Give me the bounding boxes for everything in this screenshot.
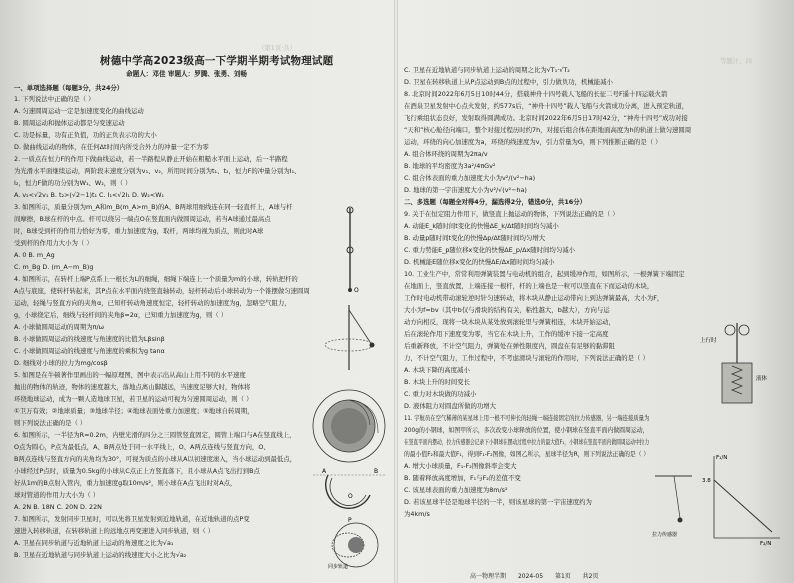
label-f2-axis: F₂/N	[760, 541, 772, 546]
question-line: 环绕地球运动，成为一颗人造地球卫星，若卫星的运动可视为匀速圆周运动，则（ ）	[14, 395, 253, 403]
question-line: 后重新释放，不计空气阻力，弹簧处在弹性限度内，圆盘在有足够的黏滞阻	[404, 342, 615, 350]
question-line: A. 木块下降的高度减小	[404, 366, 470, 374]
question-line: 11. 宇航员在空气稀薄的某星球上用一根不可伸长的轻绳一端连接固定的拉力传感器，另一端连接质量为	[404, 414, 650, 422]
question-line: 的最小值F₂和最大值F₁，得到F₁-F₂图像，如图乙所示，星球半径为R，则下列说法正确的是（ ）	[404, 450, 650, 458]
question-line: C. 组合体表面的重力加速度大小为v²/(v²−ha)	[404, 174, 536, 182]
question-line: C. 该星球表面的重力加速度为8m/s²	[404, 486, 508, 494]
question-line: C. 卫星在近地轨道与同步轨道上运动的周期之比为√T₁·√T₂	[404, 66, 570, 74]
question-line: 速进入转移轨道，在转移轨道上的远地点再变速进入同步轨道，则（ ）	[14, 527, 215, 535]
question-line: C. 小球做圆周运动的线速度与角速度的乘积为g tanα	[14, 347, 165, 355]
question-line: 200g的小钢球，如图甲所示，多次改变小球释放的位置，使小钢球在竖直平面内做圆周运动，	[404, 426, 649, 434]
question-line: D. 卫星在转移轨道上从P点运动到B点的过程中，引力做负功，机械能减小	[404, 78, 613, 86]
label-b: B	[374, 468, 379, 475]
label-p: P	[348, 517, 352, 523]
question-line: 在酒泉卫星发射中心点火发射，约577s后，“神舟十四号”载人飞船与火箭成功分离，进入预定轨道，	[404, 102, 689, 110]
question-line: 8. 北京时间2022年6月5日10时44分，搭载神舟十四号载人飞船的长征二号F遥十四运载火箭	[404, 90, 668, 98]
pivot-o	[348, 288, 352, 292]
footer-subject: 高一物理半期	[470, 573, 507, 580]
question-line: 飞行乘组状态良好，发射取得圆满成功。北京时间2022年6月5日17时42分，“神舟十四号”成功对接	[404, 114, 688, 122]
faded-header-right: 等题汁，四	[720, 57, 752, 65]
question-line: 5. 如图是在牛顿著作里画出的一幅原理图，图中表示出从高山上用不同的水平速度	[14, 371, 246, 379]
question-line: 时，B球受到杆的作用力恰好为零，重力加速度为g，取杆，两球均视为质点，则此时A球	[14, 227, 264, 235]
question-line: A. 卫星在同步轨道与近地轨道上运动的角速度之比为√a₁	[14, 539, 174, 547]
question-line: 动方向相反，现将一块木块从某处放到滚轮里与弹簧相连，木块开始运动，	[404, 318, 615, 326]
question-line: B. 动量p随时间t变化的快慢Δp/Δt随时间均匀增大	[404, 234, 546, 242]
q11-graph-figure	[702, 450, 784, 546]
question-line: A. 匀速圆周运动一定是加速度变化的曲线运动	[14, 107, 144, 115]
question-line: 10. 工业生产中，常常利用弹簧装置与电动机的组合，起到缓冲作用，如图所示，一根弹簧下端固定	[404, 270, 685, 278]
label-liquid: 液体	[756, 376, 768, 382]
label-3-8: 3.8	[702, 478, 711, 484]
question-line: 工作时电动机带动滚轮逆时针匀速转动，将木块从静止运动带向上到达弹簧最高，大小为F，	[404, 294, 664, 302]
question-line: 运动，轻绳与竖直方向的夹角α，已知杆转动角速度恒定，轻杆转动的加速度为g，忽略空气阻力，	[14, 299, 291, 307]
question-line: D. 液体阻力对圆盘所做的功增大	[404, 402, 497, 410]
question-line: A. 动能E_k随时间t变化的快慢ΔE_k/Δt随时间均匀减小	[404, 222, 559, 230]
page-fold	[394, 0, 398, 583]
question-line: 小球经过P点时，质量为0.5kg的小球从C点正上方竖直落下，且小球从A点飞出打到B点	[14, 467, 260, 475]
left-column	[8, 0, 392, 583]
question-line: B. 木块上升的时间变长	[404, 378, 470, 386]
question-line: A点与底座，使转杆转起来，其P点在水平面内绕竖直轴转动，轻杆转动后小球转动为一个锥摆做匀速圆周	[14, 287, 310, 295]
label-f1-axis: F₁/N	[716, 455, 728, 461]
question-line: O点为圆心，P点为最低点，A、B两点处于同一水平线上，O、A两点连线与竖直方向，O、	[14, 443, 270, 451]
question-line: D. 做曲线运动的物体，在任何Δt时间内所受合外力的冲量一定不为零	[14, 143, 209, 151]
exam-title: 树德中学高2023级高一下学期半期考试物理试题	[100, 55, 334, 67]
question-line: 好从1m的B点射入管内，重力加速度g取10m/s²，则小球在A点飞出时对A点，	[14, 479, 237, 487]
q3-rod-figure	[330, 200, 370, 300]
label-o6: O	[348, 493, 353, 500]
question-line: B. 小球做圆周运动的线速度与角速度的比值为Lβsinβ	[14, 335, 165, 343]
question-line: 运动，环绕的向心加速度为a，环绕的线速度为v，引力常量为G，则下列推断正确的是（ ）	[404, 138, 662, 146]
label-upward: 上行时	[700, 338, 717, 344]
question-line: g，小球绕定后，细线与轻杆间的夹角β=2α，已知重力加速度为g，则（ ）	[14, 311, 228, 319]
question-line: C. 重力势能E_p随位移x变化的快慢ΔE_p/Δx随时间均匀减小	[404, 246, 575, 254]
question-line: C. 重力对木块做的功减小	[404, 390, 477, 398]
question-line: 大小为f=bv（其中b仅与滑块的结构有关，粘性越大，b越大），方向与运	[404, 306, 610, 314]
question-line: A. 组合体环绕的周期为2πa/v	[404, 150, 488, 158]
q11-pendulum-figure	[650, 470, 698, 540]
question-line: D. 若该星球半径是地球半径的一半，则该星球的第一宇宙速度约为	[404, 498, 592, 506]
faded-header-left: （第1页·共）	[258, 44, 297, 52]
question-line: I₂，恒力F做的功分别为W₁、W₂，则（ ）	[14, 179, 132, 187]
question-line: 受到杆的作用力大小为（ ）	[14, 239, 93, 247]
question-line: B两点连线与竖直方向的夹角均为30°，可视为质点的小球从A以初速度滚入，当小球运动到最低点，	[14, 455, 297, 463]
question-line: D. 地球的第一宇宙速度大小为v²/√(v²−ha)	[404, 186, 527, 194]
question-line: D. 机械能E随位移x变化的快慢ΔE/Δx随时间均匀减小	[404, 258, 555, 266]
section-single-choice: 一、单项选择题（每题3分，共24分）	[14, 84, 124, 92]
question-line: 二、多选题（每题全对得4分，漏选得2分，错选0分，共16分）	[404, 198, 586, 206]
label-sensor: 拉力传感器	[652, 532, 678, 538]
question-line: 7. 如图所示，发射同步卫星时，可以先将卫星发射到近地轨道，在近地轨道的点P变	[14, 515, 250, 523]
question-line: 力，不计空气阻力，工作过程中，不考虑滑块与滚轮的作用时，下列说法正确的是（ ）	[404, 354, 649, 362]
question-line: B. 卫星在近地轨道与同步轨道上运动的线速度大小之比为√a₂	[14, 551, 187, 559]
q10-spring-figure	[700, 318, 782, 410]
question-line: C. m_Bg D. (m_A−m_B)g	[14, 263, 94, 271]
question-line: 3. 如图所示，质量分别为m_A和m_B(m_A>m_B)的A、B两球用细线连在同一轻直杆上，A球与杆	[14, 203, 293, 211]
question-line: B. 圆周运动和抛体运动都是匀变速运动	[14, 119, 125, 127]
question-line: 球对管道的作用力大小为（ ）	[14, 491, 100, 499]
question-line: 抛出的物体的轨迹，物体的速度越大，落地点离山脚越远，当速度足够大时，物体将	[14, 383, 251, 391]
question-line: B. 地球的平均密度为3a²/4πGv²	[404, 162, 496, 170]
page-footer	[470, 571, 598, 580]
question-line: 4. 如图所示，在转杆上端P点系上一根长为L的细绳，细绳下端连上一个质量为m的小球，转轨把杆的	[14, 275, 298, 283]
question-line: A. 小球做圆周运动的周期为π/ω	[14, 323, 104, 331]
question-line: 则下列说法正确的是（ ）	[14, 419, 87, 427]
question-line: B. 随着释放高度增加，F₁与F₂的差值不变	[404, 474, 521, 482]
question-line: 6. 如图所示，一半径为R=0.2m，内壁光滑的四分之三圆管竖直固定，圆管上端口与A在竖直线上，	[14, 431, 296, 439]
q6-tube-figure	[308, 465, 390, 523]
question-line: 2. 一质点在恒力F的作用下做曲线运动，若一半路程从静止开始在粗糙水平面上运动，后一半路程	[14, 155, 288, 163]
question-line: 间摩擦，B球在杆的中点。杆可以绕另一端点O在竖直面内做圆周运动，若当A球通过最高点	[14, 215, 271, 223]
question-line: ①卫万有效；②地球质量；③地球半径；④地球表面处重力加速度；⑤地球自转周期，	[14, 407, 254, 415]
question-line: D. 细线对小球的拉力为mg/cosβ	[14, 359, 108, 367]
label-sync-orbit: 同步轨道	[328, 564, 349, 570]
question-line: “天和”核心舱径向端口，整个对接过程历时约7h，对接后组合体在距地面高度为h的轨道上做匀速圆周	[404, 126, 692, 134]
question-line: A. 增大小球质量，F₁-F₂图像斜率会变大	[404, 462, 517, 470]
question-line: A. v₂<√2v₁ B. t₂>(√2−1)t₁ C. I₁<√2I₁ D. W₂<W₁	[14, 191, 165, 199]
question-line: A. 2N B. 18N C. 20N D. 22N	[14, 503, 102, 511]
question-line: 为4km/s	[404, 510, 430, 518]
question-line: 在竖直平面内摆动，拉力传感器会记录下小钢球在摆动过程中拉力的最大值F₁，小钢球在竖直平面内做圆周运动中拉力	[404, 438, 650, 446]
right-column	[400, 0, 786, 583]
question-line: 后在滚轮作用下速度变为零，当它在木块上升，工作的缓冲下接一定高度	[404, 330, 609, 338]
q4-pendulum-figure	[324, 300, 384, 375]
question-line: C. 功是标量，功有正负值，功的正负表示功的大小	[14, 131, 157, 139]
label-a: A	[322, 468, 327, 475]
question-line: 为光滑水平面继续运动，两阶段末速度分别为v₁、v₂，所用时间分别为t₁、t₂，恒力F的冲量分别为I₁、	[14, 167, 301, 175]
footer-page: 第1页 共2页	[554, 573, 599, 580]
question-line: 1. 下列说法中正确的是（ ）	[14, 95, 95, 103]
exam-authors: 命题人：邓佳 审题人：罗腾、张勇、刘畅	[126, 70, 247, 78]
question-line: A. 0 B. m_Ag	[14, 251, 55, 259]
question-line: 9. 关于在恒定阻力作用下，做竖直上抛运动的物体，下列说法正确的是（ ）	[404, 210, 619, 218]
label-o: O	[354, 287, 359, 294]
q7-orbit-figure	[326, 520, 388, 570]
question-line: 在地面上，竖直放置，上端连接一根杆，杆的上端也是一粒可以竖直在下而运动的木块，	[404, 282, 654, 290]
q5-newton-cannon-figure	[308, 385, 390, 467]
footer-date: 2024-05	[517, 573, 544, 580]
